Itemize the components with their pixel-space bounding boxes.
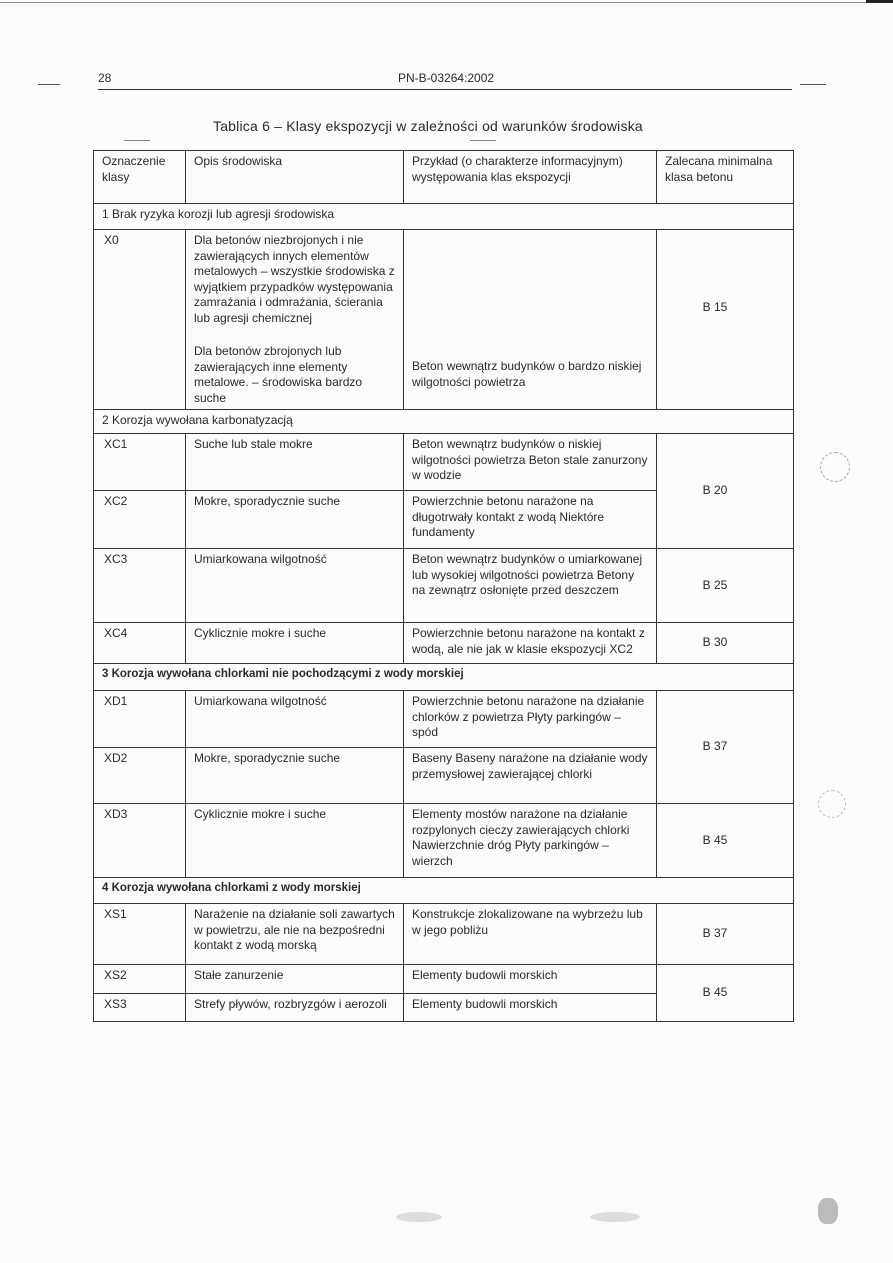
class-code-xc1: XC1	[94, 434, 186, 491]
description-xs2: Stałe zanurzenie	[186, 965, 404, 994]
table-row-xd3	[94, 804, 794, 878]
table-row-xc4	[94, 623, 794, 664]
example-xd3: Elementy mostów narażone na działanie rozpylonych cieczy zawierających chlorki Nawierzchnie dróg Płyty parkingów – wierzch	[404, 804, 657, 878]
class-code-xs3: XS3	[94, 994, 186, 1022]
class-code-xd1: XD1	[94, 691, 186, 748]
example-xc3: Beton wewnątrz budynków o umiarkowanej lub wysokiej wilgotności powietrza Betony na zewnątrz osłonięte przed deszczem	[404, 549, 657, 623]
header-environment: Opis środowiska	[186, 151, 404, 204]
class-code-xs1: XS1	[94, 904, 186, 965]
description-xd3: Cyklicznie mokre i suche	[186, 804, 404, 878]
example-xc1: Beton wewnątrz budynków o niskiej wilgotności powietrza Beton stale zanurzony w wodzie	[404, 434, 657, 491]
min-class-x0: B 15	[657, 230, 794, 410]
example-xc4: Powierzchnie betonu narażone na kontakt z wodą, ale nie jak w klasie ekspozycji XC2	[404, 623, 657, 664]
section-header-4	[94, 878, 794, 904]
section-title-no-risk: 1 Brak ryzyka korozji lub agresji środowiska	[94, 204, 794, 230]
section-title-chlorides-sea: 4 Korozja wywołana chlorkami z wody morskiej	[94, 878, 794, 904]
scan-speck	[818, 1198, 838, 1224]
description-xd2: Mokre, sporadycznie suche	[186, 748, 404, 804]
table-row-xd1	[94, 691, 794, 748]
header-class-code: Oznaczenie klasy	[94, 151, 186, 204]
example-x0-text: Beton wewnątrz budynków o bardzo niskiej wilgotności powietrza	[412, 359, 642, 389]
description-xc3: Umiarkowana wilgotność	[186, 549, 404, 623]
scan-speck	[396, 1212, 442, 1222]
table-row-xs1	[94, 904, 794, 965]
example-xs2: Elementy budowli morskich	[404, 965, 657, 994]
description-xc1: Suche lub stale mokre	[186, 434, 404, 491]
min-class-xc1-xc2: B 20	[657, 434, 794, 549]
min-class-xd3: B 45	[657, 804, 794, 878]
min-class-xs1: B 37	[657, 904, 794, 965]
class-code-xs2: XS2	[94, 965, 186, 994]
scan-speck	[820, 452, 850, 482]
description-xc2: Mokre, sporadycznie suche	[186, 491, 404, 549]
section-title-carbonation: 2 Korozja wywołana karbonatyzacją	[94, 410, 794, 434]
scan-mark-left	[38, 84, 60, 85]
description-x0-unreinforced: Dla betonów niezbrojonych i nie zawierających innych elementów metalowych – wszystkie środowiska z wyjątkiem przypadków występowania zamrażania i odmrażania, ścierania lub agresji chemicznej	[194, 233, 395, 325]
min-class-xc4: B 30	[657, 623, 794, 664]
standard-code: PN-B-03264:2002	[398, 71, 495, 85]
min-class-xc3: B 25	[657, 549, 794, 623]
example-xd2: Baseny Baseny narażone na działanie wody przemysłowej zawierającej chlorki	[404, 748, 657, 804]
table-row-xc1	[94, 434, 794, 491]
scan-speck	[590, 1212, 640, 1222]
spacer	[412, 390, 650, 406]
class-code-xd3: XD3	[94, 804, 186, 878]
spacer	[194, 326, 397, 344]
section-header-1	[94, 204, 794, 230]
min-class-xs2-xs3: B 45	[657, 965, 794, 1022]
description-xs3: Strefy pływów, rozbryzgów i aerozoli	[186, 994, 404, 1022]
table-title: Tablica 6 – Klasy ekspozycji w zależności od warunków środowiska	[213, 118, 643, 134]
scan-top-line	[0, 2, 893, 3]
header-example: Przykład (o charakterze informacyjnym) występowania klas ekspozycji	[404, 151, 657, 204]
class-code-xc2: XC2	[94, 491, 186, 549]
description-xc4: Cyklicznie mokre i suche	[186, 623, 404, 664]
scan-corner-mark	[866, 0, 893, 3]
example-xc2: Powierzchnie betonu narażone na długotrwały kontakt z wodą Niektóre fundamenty	[404, 491, 657, 549]
class-code-xc3: XC3	[94, 549, 186, 623]
class-code-xd2: XD2	[94, 748, 186, 804]
page-number: 28	[98, 71, 112, 85]
description-xd1: Umiarkowana wilgotność	[186, 691, 404, 748]
scan-mark-title-right	[470, 140, 496, 141]
exposure-classes-table	[93, 150, 793, 1022]
table-row-xc3	[94, 549, 794, 623]
table-row-x0	[94, 230, 794, 410]
class-code-x0: X0	[94, 230, 186, 410]
scan-speck	[818, 790, 846, 818]
header-min-concrete-class: Zalecana minimalna klasa betonu	[657, 151, 794, 204]
table-row-xs2	[94, 965, 794, 994]
section-header-3	[94, 664, 794, 691]
description-x0	[186, 230, 404, 410]
header-rule	[98, 89, 792, 90]
example-xd1: Powierzchnie betonu narażone na działanie chlorków z powietrza Płyty parkingów – spód	[404, 691, 657, 748]
description-xs1: Narażenie na działanie soli zawartych w powietrzu, ale nie na bezpośredni kontakt z wodą morską	[186, 904, 404, 965]
min-class-xd1-xd2: B 37	[657, 691, 794, 804]
section-header-2	[94, 410, 794, 434]
scan-mark-title-left	[124, 140, 150, 141]
example-xs1: Konstrukcje zlokalizowane na wybrzeżu lub w jego pobliżu	[404, 904, 657, 965]
scan-mark-right	[800, 84, 826, 85]
example-x0	[404, 230, 657, 410]
description-x0-reinforced: Dla betonów zbrojonych lub zawierających inne elementy metalowe. – środowiska bardzo suche	[194, 344, 363, 405]
example-xs3: Elementy budowli morskich	[404, 994, 657, 1022]
section-title-chlorides-non-sea: 3 Korozja wywołana chlorkami nie pochodzącymi z wody morskiej	[94, 664, 794, 691]
table-header-row	[94, 151, 794, 204]
class-code-xc4: XC4	[94, 623, 186, 664]
